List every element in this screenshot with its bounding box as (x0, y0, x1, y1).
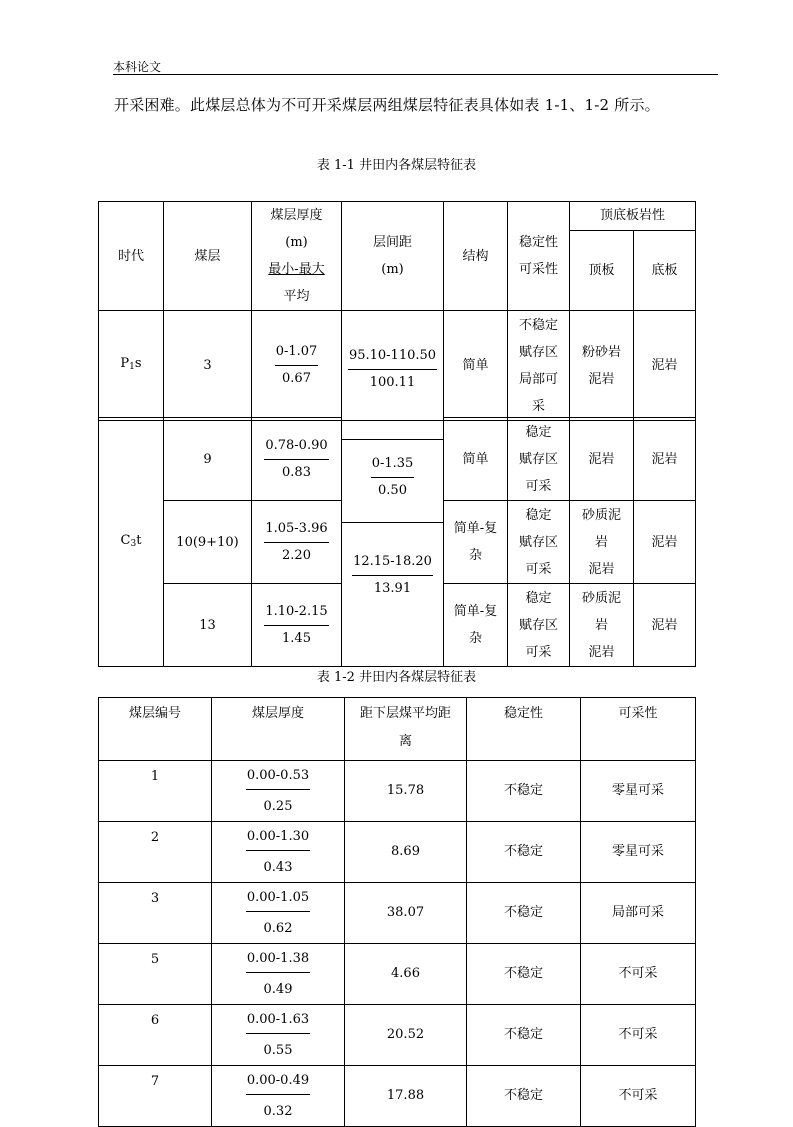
thickness-avg: 0.67 (282, 371, 311, 386)
thickness-cell (212, 822, 345, 883)
header-thickness: 煤层厚度 (212, 698, 345, 761)
minability-cell: 零星可采 (581, 822, 696, 883)
stability-line: 赋存区 (518, 534, 558, 550)
table-row (99, 418, 696, 501)
distance-cell: 15.78 (345, 761, 467, 822)
thickness-avg: 0.49 (263, 982, 293, 997)
minability-cell: 不可采 (581, 1066, 696, 1127)
seam-cell: 3 (164, 311, 252, 421)
table-row (99, 883, 696, 944)
header-rule (113, 74, 718, 75)
interval-range: 95.10-110.50 (348, 343, 437, 370)
distance-cell: 20.52 (345, 1005, 467, 1066)
stability-cell: 不稳定 (467, 944, 581, 1005)
interval-range: 0-1.35 (371, 451, 415, 478)
minability-cell: 零星可采 (581, 761, 696, 822)
interval-divider (342, 522, 443, 523)
era-symbol: C (120, 532, 131, 548)
thickness-range: 0.00-1.05 (246, 885, 310, 912)
era-cell (99, 418, 164, 667)
stability-line: 采 (531, 398, 545, 414)
stability-cell: 不稳定 (467, 761, 581, 822)
minability-cell: 不可采 (581, 1005, 696, 1066)
roof-line: 岩 (594, 534, 608, 550)
thickness-avg: 2.20 (282, 547, 311, 563)
roof-line: 砂质泥 (581, 507, 621, 523)
header-distance (345, 698, 467, 761)
table-row (99, 822, 696, 883)
thickness-range: 0.00-1.38 (246, 946, 310, 973)
roof-line: 泥岩 (588, 644, 615, 660)
structure-cell: 简单 (444, 418, 508, 501)
stability-line: 稳定 (525, 590, 552, 606)
stability-line: 局部可 (518, 371, 558, 387)
coal-seam-table-2 (98, 697, 696, 1127)
seam-id-cell: 6 (99, 1005, 212, 1066)
header-seam: 煤层 (164, 202, 252, 311)
thickness-cell (212, 1005, 345, 1066)
stability-line: 稳定 (525, 507, 552, 523)
stability-cell (508, 501, 570, 584)
roof-cell (570, 501, 634, 584)
interval-group (342, 451, 443, 504)
minability-cell: 局部可采 (581, 883, 696, 944)
seam-id-cell: 1 (99, 761, 212, 822)
thickness-cell (252, 418, 342, 501)
header-thickness (252, 202, 342, 311)
header-minability-line: 可采性 (518, 262, 558, 277)
stability-line: 赋存区 (518, 617, 558, 633)
header-interval-line: 层间距 (372, 235, 412, 250)
interval-range: 12.15-18.20 (352, 549, 433, 576)
page-header: 本科论文 (113, 60, 162, 74)
structure-line: 杂 (468, 631, 482, 646)
structure-cell (444, 501, 508, 584)
table-row (99, 761, 696, 822)
coal-seam-table-1-lower (98, 417, 696, 667)
seam-cell: 9 (164, 418, 252, 501)
era-suffix: s (134, 356, 142, 371)
table1-caption: 表 1-1 井田内各煤层特征表 (316, 158, 477, 173)
thickness-range: 0.78-0.90 (264, 433, 328, 460)
stability-line: 稳定 (525, 424, 552, 440)
roof-line: 泥岩 (588, 561, 615, 577)
header-thickness-unit: (m) (285, 235, 308, 250)
header-minability: 可采性 (581, 698, 696, 761)
distance-cell: 8.69 (345, 822, 467, 883)
table-row (99, 944, 696, 1005)
stability-line: 可采 (525, 478, 552, 494)
thickness-cell (252, 501, 342, 584)
roof-cell (570, 311, 634, 421)
roof-cell (570, 584, 634, 667)
floor-cell: 泥岩 (634, 311, 696, 421)
body-paragraph: 开采困难。此煤层总体为不可开采煤层两组煤层特征表具体如表 1-1、1-2 所示。 (114, 96, 660, 114)
distance-cell: 4.66 (345, 944, 467, 1005)
interval-cell (342, 311, 444, 421)
header-stability: 稳定性 (467, 698, 581, 761)
header-stability (508, 202, 570, 311)
stability-cell (508, 584, 570, 667)
distance-cell: 38.07 (345, 883, 467, 944)
table-row (99, 311, 696, 421)
interval-group (342, 549, 443, 602)
distance-cell: 17.88 (345, 1066, 467, 1127)
thickness-range: 0.00-0.49 (246, 1068, 310, 1095)
roof-cell: 泥岩 (570, 418, 634, 501)
stability-cell (508, 418, 570, 501)
interval-avg: 13.91 (373, 580, 412, 596)
stability-line: 可采 (525, 644, 552, 660)
thickness-range: 1.10-2.15 (264, 599, 328, 626)
header-thickness-line: 煤层厚度 (270, 208, 323, 223)
roof-line: 粉砂岩 (581, 344, 621, 360)
seam-id-cell: 3 (99, 883, 212, 944)
floor-cell: 泥岩 (634, 501, 696, 584)
floor-cell: 泥岩 (634, 584, 696, 667)
header-distance-line: 距下层煤平均距 (359, 706, 451, 721)
table2-caption: 表 1-2 井田内各煤层特征表 (316, 670, 477, 685)
thickness-avg: 1.45 (282, 630, 311, 646)
thickness-range: 0.00-1.30 (246, 824, 310, 851)
thickness-avg: 0.83 (282, 464, 311, 480)
header-distance-line: 离 (398, 734, 412, 749)
table-row (99, 1066, 696, 1127)
thickness-avg: 0.43 (263, 860, 293, 875)
stability-cell: 不稳定 (467, 883, 581, 944)
thickness-cell (212, 761, 345, 822)
header-roof: 顶板 (570, 230, 634, 310)
header-interval-unit: (m) (381, 262, 404, 277)
structure-cell (444, 584, 508, 667)
seam-id-cell: 2 (99, 822, 212, 883)
thickness-range: 0.00-0.53 (246, 763, 310, 790)
interval-avg: 0.50 (378, 482, 407, 498)
roof-line: 砂质泥 (581, 590, 621, 606)
coal-seam-table-1 (98, 201, 696, 421)
thickness-avg: 0.62 (263, 921, 293, 936)
thickness-avg: 0.25 (263, 799, 293, 814)
header-floor: 底板 (634, 230, 696, 310)
minability-cell: 不可采 (581, 944, 696, 1005)
header-stability-line: 稳定性 (518, 235, 558, 250)
stability-cell (508, 311, 570, 421)
header-thickness-range: 最小-最大 (268, 262, 325, 277)
thickness-cell (212, 883, 345, 944)
header-interval (342, 202, 444, 311)
seam-cell: 10(9+10) (164, 501, 252, 584)
table-row (99, 501, 696, 584)
seam-id-cell: 5 (99, 944, 212, 1005)
seam-id-cell: 7 (99, 1066, 212, 1127)
thickness-cell (212, 1066, 345, 1127)
era-suffix: t (136, 532, 142, 548)
stability-cell: 不稳定 (467, 822, 581, 883)
thickness-range: 0-1.07 (275, 339, 319, 366)
stability-line: 可采 (525, 561, 552, 577)
header-structure: 结构 (444, 202, 508, 311)
era-cell (99, 311, 164, 421)
era-subscript: 3 (130, 538, 137, 549)
seam-cell: 13 (164, 584, 252, 667)
interval-divider (342, 439, 443, 440)
header-thickness-avg: 平均 (283, 289, 310, 304)
thickness-cell (252, 311, 342, 421)
stability-line: 赋存区 (518, 451, 558, 467)
roof-line: 泥岩 (588, 371, 615, 387)
thickness-range: 1.05-3.96 (264, 516, 328, 543)
header-era: 时代 (99, 202, 164, 311)
era-symbol: P (120, 356, 130, 371)
structure-line: 简单-复 (453, 521, 498, 536)
thickness-range: 0.00-1.63 (246, 1007, 310, 1034)
roof-line: 岩 (594, 617, 608, 633)
interval-cell (342, 501, 444, 667)
thickness-cell (212, 944, 345, 1005)
stability-line: 赋存区 (518, 344, 558, 360)
structure-cell: 简单 (444, 311, 508, 421)
thickness-avg: 0.32 (263, 1104, 293, 1119)
stability-line: 不稳定 (518, 317, 558, 333)
interval-cell (342, 418, 444, 501)
thickness-cell (252, 584, 342, 667)
table-row (99, 1005, 696, 1066)
header-rock: 顶底板岩性 (570, 202, 696, 231)
stability-cell: 不稳定 (467, 1066, 581, 1127)
structure-line: 杂 (468, 548, 482, 563)
floor-cell: 泥岩 (634, 418, 696, 501)
interval-avg: 100.11 (369, 375, 416, 390)
era-subscript: 1 (129, 362, 135, 372)
structure-line: 简单-复 (453, 604, 498, 619)
thickness-avg: 0.55 (263, 1043, 293, 1058)
stability-cell: 不稳定 (467, 1005, 581, 1066)
header-seam-id: 煤层编号 (99, 698, 212, 761)
